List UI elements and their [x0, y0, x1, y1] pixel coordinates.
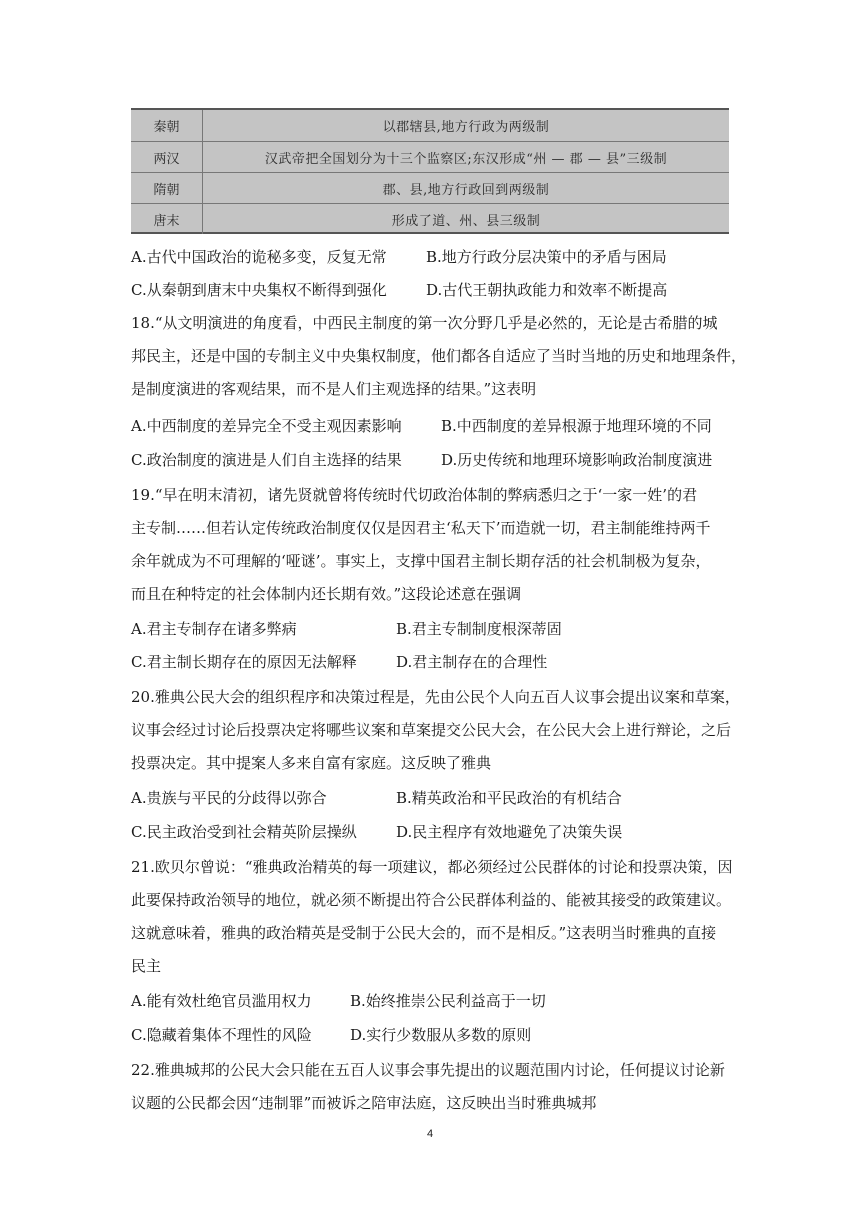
q19-option-d: D.君主制存在的合理性	[396, 653, 548, 671]
page-number: 4	[426, 1128, 434, 1140]
table-row	[131, 172, 729, 203]
q21-option-a: A.能有效杜绝官员滥用权力	[131, 992, 312, 1010]
q21-stem-line: 21.欧贝尔曾说：“雅典政治精英的每一项建议，都必须经过公民群体的讨论和投票决策，因	[131, 858, 733, 876]
q20-option-d: D.民主程序有效地避免了决策失误	[396, 823, 623, 841]
q18-stem-line: 是制度演进的客观结果，而不是人们主观选择的结果。”这表明	[131, 380, 537, 398]
q17-option-b: B.地方行政分层决策中的矛盾与困局	[426, 248, 667, 266]
q18-option-b: B.中西制度的差异根源于地理环境的不同	[441, 417, 712, 435]
q18-option-a: A.中西制度的差异完全不受主观因素影响	[131, 417, 402, 435]
q17-option-d: D.古代王朝执政能力和效率不断提高	[426, 281, 668, 299]
q22-stem-line: 议题的公民都会因“违制罪”而被诉之陪审法庭，这反映出当时雅典城邦	[131, 1094, 597, 1112]
q20-stem-line: 20.雅典公民大会的组织程序和决策过程是，先由公民个人向五百人议事会提出议案和草案，	[131, 688, 740, 706]
table-desc-cell: 汉武帝把全国划分为十三个监察区;东汉形成“州 — 郡 — 县”三级制	[264, 151, 668, 167]
q19-stem-line: 主专制……但若认定传统政治制度仅仅是因君主‘私天下’而造就一切，君主制能维持两千	[131, 519, 711, 537]
q21-option-b: B.始终推崇公民利益高于一切	[350, 992, 546, 1010]
q19-option-a: A.君主专制存在诸多弊病	[131, 620, 297, 638]
q20-option-b: B.精英政治和平民政治的有机结合	[396, 789, 622, 807]
q22-stem-line: 22.雅典城邦的公民大会只能在五百人议事会事先提出的议题范围内讨论，任何提议讨论新	[131, 1061, 725, 1079]
q21-stem-line: 这就意味着，雅典的政治精英是受制于公民大会的，而不是相反。”这表明当时雅典的直接	[131, 924, 717, 942]
q18-option-d: D.历史传统和地理环境影响政治制度演进	[441, 451, 713, 469]
q20-stem-line: 投票决定。其中提案人多来自富有家庭。这反映了雅典	[131, 754, 492, 772]
q21-stem-line: 民主	[131, 957, 162, 975]
table-desc-cell: 形成了道、州、县三级制	[391, 213, 541, 229]
table-era-cell: 秦朝	[131, 110, 203, 141]
table-desc-cell: 以郡辖县,地方行政为两级制	[382, 120, 550, 135]
q19-option-c: C.君主制长期存在的原因无法解释	[131, 653, 357, 671]
q20-option-c: C.民主政治受到社会精英阶层操纵	[131, 823, 357, 841]
q21-stem-line: 此要保持政治领导的地位，就必须不断提出符合公民群体利益的、能被其接受的政策建议。	[131, 891, 732, 909]
table-era-cell: 隋朝	[131, 173, 203, 203]
table-row	[131, 141, 729, 172]
scanned-history-table	[131, 108, 729, 234]
table-era-cell: 唐末	[131, 204, 203, 234]
q19-stem-line: 19.“早在明末清初，诸先贤就曾将传统时代切政治体制的弊病悉归之于‘一家一姓’的君	[131, 486, 698, 504]
table-row	[131, 110, 729, 141]
table-row	[131, 203, 729, 234]
q17-option-a: A.古代中国政治的诡秘多变，反复无常	[131, 248, 387, 266]
q20-stem-line: 议事会经过讨论后投票决定将哪些议案和草案提交公民大会，在公民大会上进行辩论，之后	[131, 721, 732, 739]
q17-option-c: C.从秦朝到唐末中央集权不断得到强化	[131, 281, 387, 299]
table-era-cell: 两汉	[131, 142, 203, 172]
q21-option-c: C.隐藏着集体不理性的风险	[131, 1026, 312, 1044]
q21-option-d: D.实行少数服从多数的原则	[350, 1026, 532, 1044]
q20-option-a: A.贵族与平民的分歧得以弥合	[131, 789, 327, 807]
q18-stem-line: 18.“从文明演进的角度看，中西民主制度的第一次分野几乎是必然的，无论是古希腊的城	[131, 314, 718, 332]
q19-stem-line: 余年就成为不可理解的‘哑谜’。事实上，支撑中国君主制长期存活的社会机制极为复杂，	[131, 552, 711, 570]
table-desc-cell: 郡、县,地方行政回到两级制	[382, 182, 550, 198]
q19-stem-line: 而且在种特定的社会体制内还长期有效。”这段论述意在强调	[131, 585, 522, 603]
q18-stem-line: 邦民主，还是中国的专制主义中央集权制度，他们都各自适应了当时当地的历史和地理条件，	[131, 347, 747, 365]
q19-option-b: B.君主专制制度根深蒂固	[396, 620, 562, 638]
q18-option-c: C.政治制度的演进是人们自主选择的结果	[131, 451, 402, 469]
